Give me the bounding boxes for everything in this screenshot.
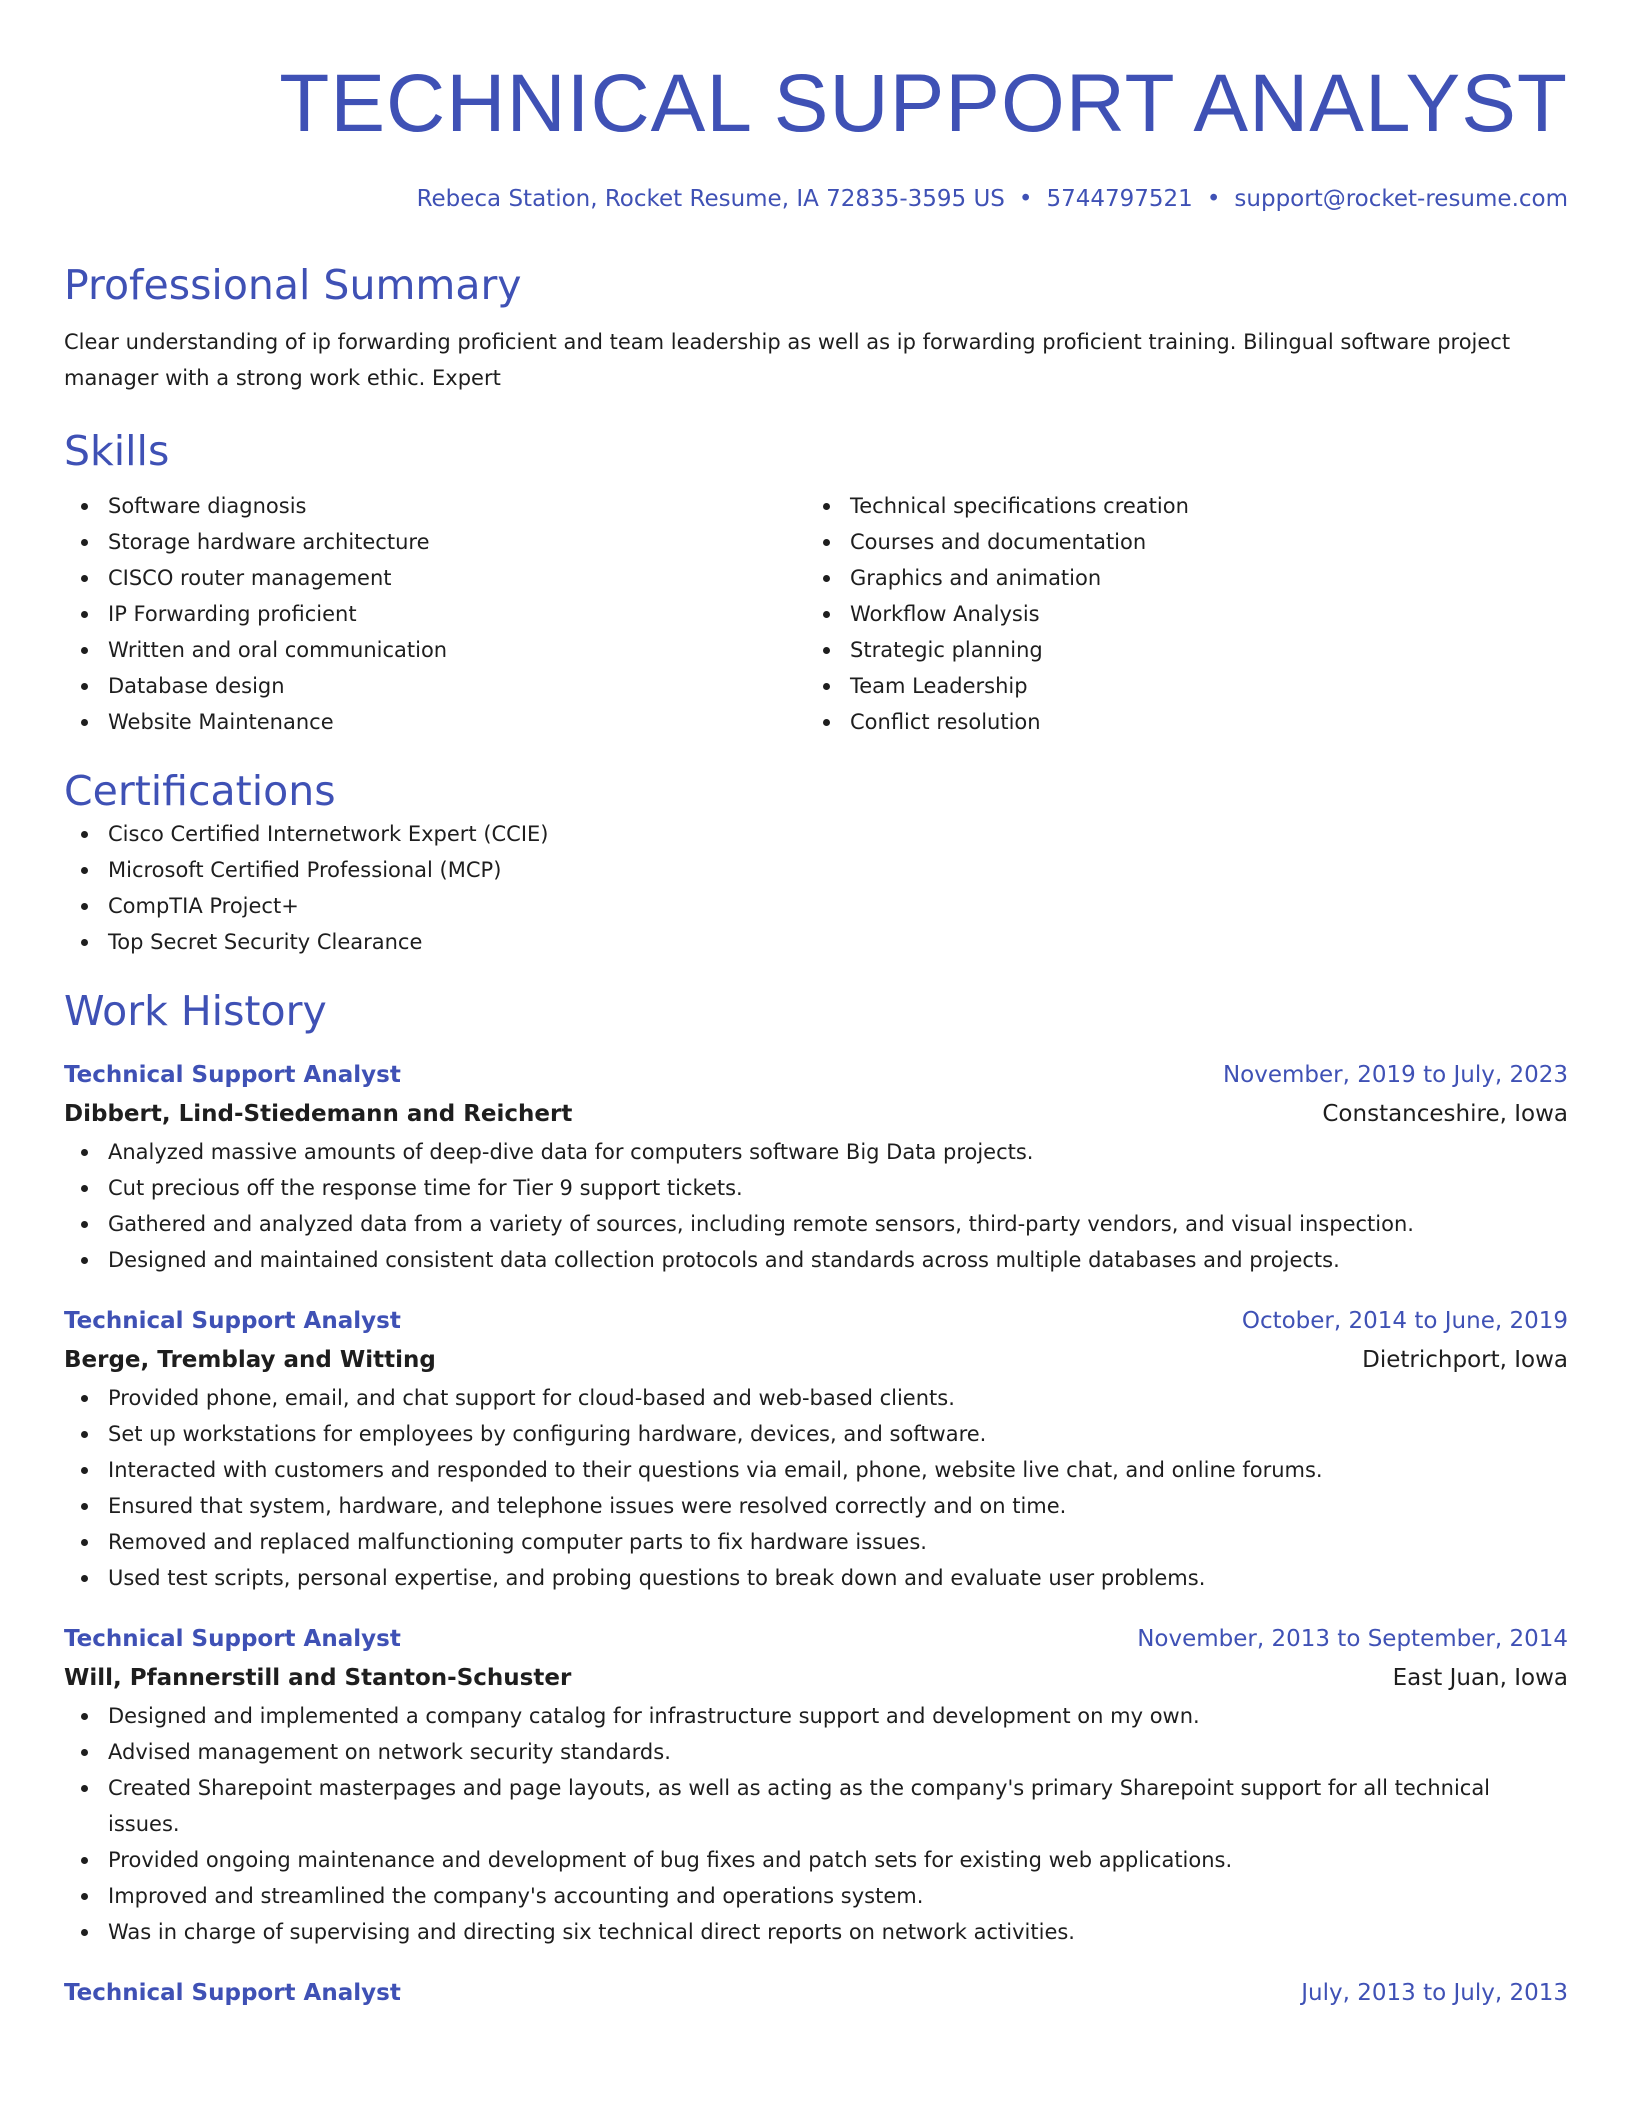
job-company: Dibbert, Lind-Stiedemann and Reichert bbox=[64, 1101, 573, 1127]
job-bullet: Removed and replaced malfunctioning computer parts to fix hardware issues. bbox=[64, 1524, 1568, 1560]
job-title: TECHNICAL SUPPORT ANALYST bbox=[279, 58, 1568, 149]
certification-item: Cisco Certified Internetwork Expert (CCIE) bbox=[64, 816, 1568, 852]
job-bullet: Designed and implemented a company catalog for infrastructure support and development on my own. bbox=[64, 1698, 1568, 1734]
summary-heading: Professional Summary bbox=[64, 261, 522, 309]
skill-item: Team Leadership bbox=[806, 668, 1548, 704]
skills-column-right bbox=[806, 488, 1548, 740]
skill-item: Graphics and animation bbox=[806, 560, 1548, 596]
job-company: Berge, Tremblay and Witting bbox=[64, 1347, 436, 1373]
summary-text: Clear understanding of ip forwarding proficient and team leadership as well as ip forwarding proficient training. Bilingual software project manager with a strong work ethic. Expert bbox=[64, 330, 1511, 390]
job-role: Technical Support Analyst bbox=[64, 1626, 401, 1652]
job-dates: November, 2019 to July, 2023 bbox=[1222, 1062, 1568, 1088]
job-role: Technical Support Analyst bbox=[64, 1308, 401, 1334]
job-bullet: Improved and streamlined the company's accounting and operations system. bbox=[64, 1878, 1568, 1914]
job-title-row bbox=[64, 1302, 1568, 1340]
job-bullet: Set up workstations for employees by configuring hardware, devices, and software. bbox=[64, 1416, 1568, 1452]
job-title-row bbox=[64, 1056, 1568, 1094]
job-bullet: Analyzed massive amounts of deep-dive data for computers software Big Data projects. bbox=[64, 1134, 1568, 1170]
skills-column-left bbox=[64, 488, 806, 740]
job-bullet: Designed and maintained consistent data collection protocols and standards across multiple databases and projects. bbox=[64, 1242, 1568, 1278]
contact-email: support@rocket-resume.com bbox=[1234, 186, 1568, 212]
job-location: East Juan, Iowa bbox=[1392, 1665, 1568, 1691]
contact-separator: • bbox=[1018, 186, 1033, 212]
skill-item: Website Maintenance bbox=[64, 704, 806, 740]
job-role: Technical Support Analyst bbox=[64, 1980, 401, 2006]
skill-item: Workflow Analysis bbox=[806, 596, 1548, 632]
contact-address: Rebeca Station, Rocket Resume, IA 72835-3595 US bbox=[416, 186, 1005, 212]
skill-item: Technical specifications creation bbox=[806, 488, 1548, 524]
job-company-row bbox=[64, 1340, 1568, 1380]
work-history-heading: Work History bbox=[64, 987, 327, 1035]
job-entry bbox=[64, 1620, 1568, 1950]
job-entry bbox=[64, 1056, 1568, 1278]
skill-item: Conflict resolution bbox=[806, 704, 1548, 740]
certification-item: CompTIA Project+ bbox=[64, 888, 1568, 924]
job-company: Will, Pfannerstill and Stanton-Schuster bbox=[64, 1665, 572, 1691]
job-location: Constanceshire, Iowa bbox=[1322, 1101, 1568, 1127]
job-bullets bbox=[64, 1380, 1568, 1596]
job-title-row bbox=[64, 1974, 1568, 2012]
skills-list-left bbox=[64, 488, 806, 740]
job-dates: October, 2014 to June, 2019 bbox=[1241, 1308, 1568, 1334]
skill-item: CISCO router management bbox=[64, 560, 806, 596]
job-entry bbox=[64, 1974, 1568, 2012]
certification-item: Top Secret Security Clearance bbox=[64, 924, 1568, 960]
job-bullet: Gathered and analyzed data from a variety of sources, including remote sensors, third-party vendors, and visual inspection. bbox=[64, 1206, 1568, 1242]
job-company-row bbox=[64, 1094, 1568, 1134]
job-location: Dietrichport, Iowa bbox=[1362, 1347, 1568, 1373]
job-bullet: Interacted with customers and responded to their questions via email, phone, website live chat, and online forums. bbox=[64, 1452, 1568, 1488]
job-bullets bbox=[64, 1134, 1568, 1278]
job-role: Technical Support Analyst bbox=[64, 1062, 401, 1088]
job-dates: July, 2013 to July, 2013 bbox=[1301, 1980, 1568, 2006]
skill-item: Software diagnosis bbox=[64, 488, 806, 524]
skill-item: IP Forwarding proficient bbox=[64, 596, 806, 632]
skill-item: Courses and documentation bbox=[806, 524, 1548, 560]
job-bullet: Was in charge of supervising and directing six technical direct reports on network activities. bbox=[64, 1914, 1568, 1950]
certifications-heading: Certifications bbox=[64, 767, 336, 815]
skill-item: Storage hardware architecture bbox=[64, 524, 806, 560]
resume-header bbox=[64, 56, 1568, 214]
job-dates: November, 2013 to September, 2014 bbox=[1137, 1626, 1568, 1652]
job-bullet: Cut precious off the response time for Tier 9 support tickets. bbox=[64, 1170, 1568, 1206]
skill-item: Strategic planning bbox=[806, 632, 1548, 668]
skills-columns bbox=[64, 488, 1568, 740]
job-bullet: Created Sharepoint masterpages and page layouts, as well as acting as the company's primary Sharepoint support for all technical issues. bbox=[64, 1770, 1568, 1842]
skill-item: Database design bbox=[64, 668, 806, 704]
contact-separator: • bbox=[1206, 186, 1221, 212]
job-bullets bbox=[64, 1698, 1568, 1950]
skills-heading: Skills bbox=[64, 427, 170, 475]
skill-item: Written and oral communication bbox=[64, 632, 806, 668]
job-bullet: Provided phone, email, and chat support for cloud-based and web-based clients. bbox=[64, 1380, 1568, 1416]
skills-list-right bbox=[806, 488, 1548, 740]
contact-line bbox=[64, 184, 1568, 214]
certification-item: Microsoft Certified Professional (MCP) bbox=[64, 852, 1568, 888]
certifications-list bbox=[64, 816, 1568, 960]
job-title-row bbox=[64, 1620, 1568, 1658]
job-bullet: Ensured that system, hardware, and telephone issues were resolved correctly and on time. bbox=[64, 1488, 1568, 1524]
job-entry bbox=[64, 1302, 1568, 1596]
job-bullet: Used test scripts, personal expertise, and probing questions to break down and evaluate user problems. bbox=[64, 1560, 1568, 1596]
job-bullet: Provided ongoing maintenance and development of bug fixes and patch sets for existing web applications. bbox=[64, 1842, 1568, 1878]
job-company-row bbox=[64, 1658, 1568, 1698]
work-history-list bbox=[64, 1056, 1568, 2012]
job-bullet: Advised management on network security standards. bbox=[64, 1734, 1568, 1770]
contact-phone: 5744797521 bbox=[1046, 186, 1193, 212]
